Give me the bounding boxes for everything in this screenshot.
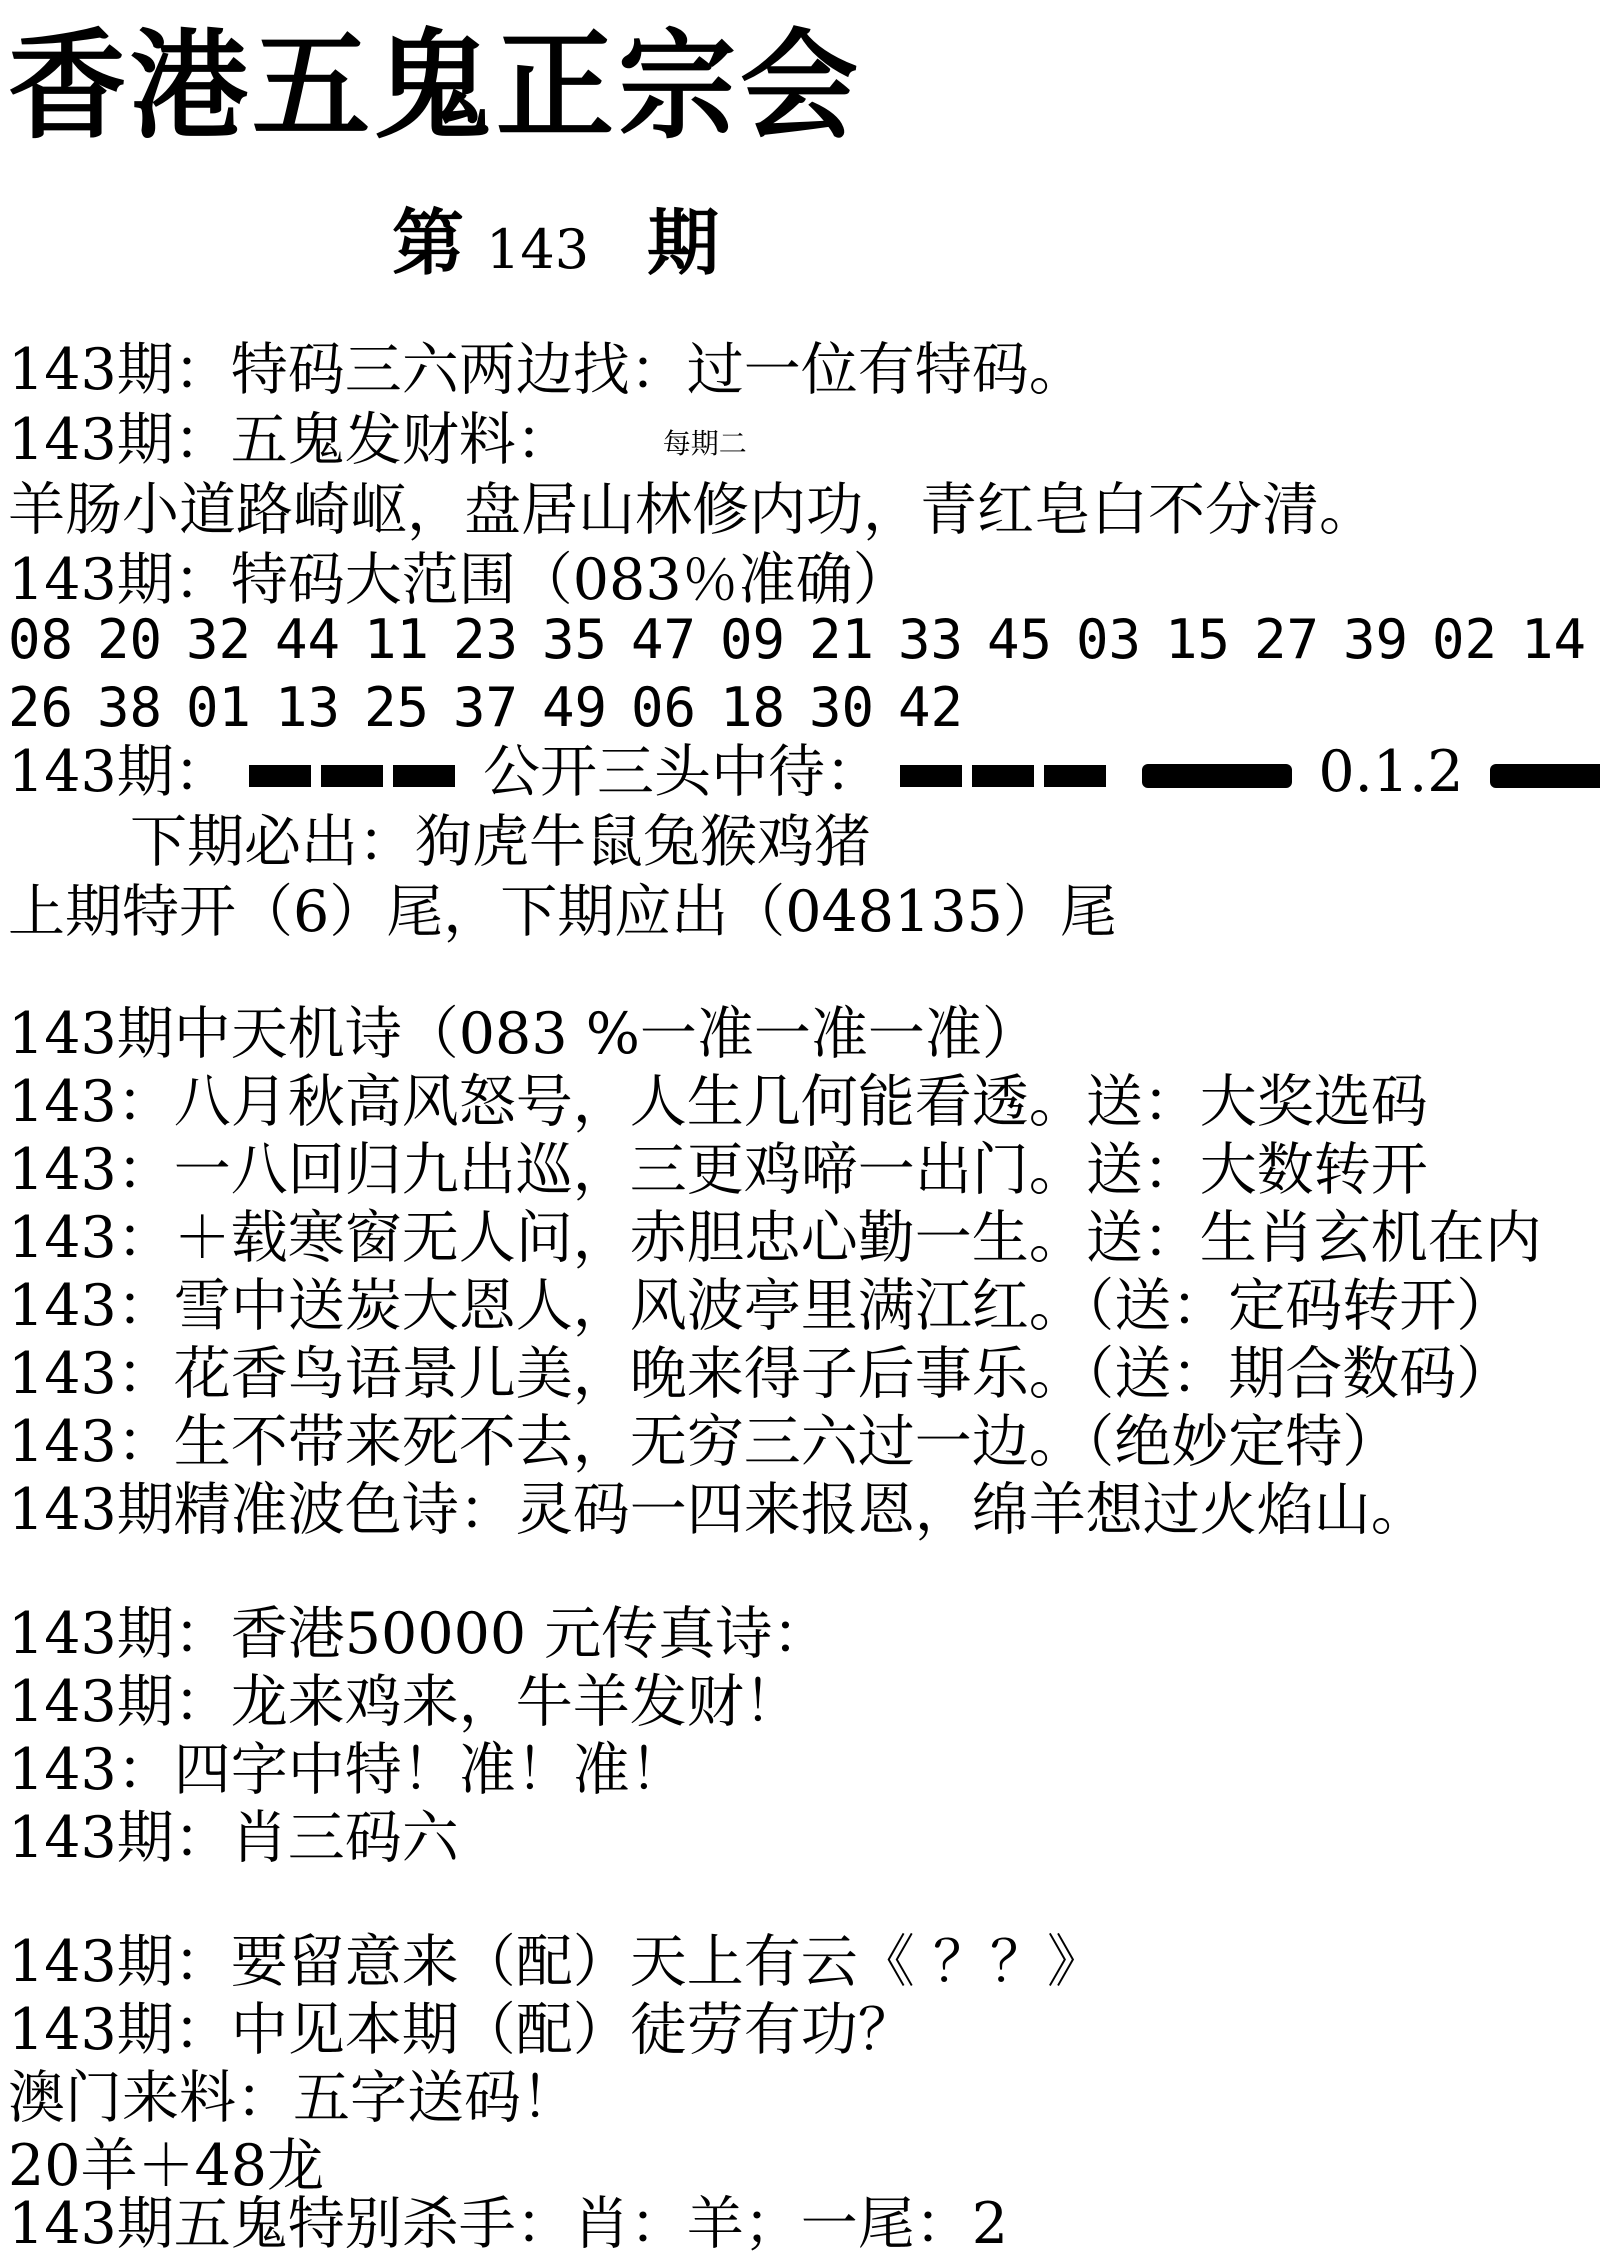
- text-line: 143期五鬼特别杀手：肖：羊；一尾：2: [8, 2191, 1009, 2257]
- text-line: [8, 738, 1600, 806]
- issue-number: 143: [486, 218, 590, 281]
- number-cell: 08: [8, 608, 74, 671]
- text-line: 143期精准波色诗：灵码一四来报恩，绵羊想过火焰山。: [8, 1477, 1428, 1543]
- text-line: 143：八月秋高风怒号，人生几何能看透。送：大奖选码: [8, 1069, 1428, 1135]
- redaction-block: [249, 765, 311, 787]
- redaction-smudge: [1142, 764, 1292, 788]
- text-line: 143期：特码大范围（083％准确）: [8, 547, 910, 613]
- text-line-digits: 0.1.2: [1318, 739, 1464, 805]
- redaction-block: [972, 765, 1034, 787]
- text-line: 143期：香港50000 元传真诗：: [8, 1601, 830, 1667]
- text-line: 143期：特码三六两边找：过一位有特码。: [8, 337, 1086, 403]
- text-line-prefix: 143期：: [8, 739, 231, 805]
- issue-prefix: 第: [392, 200, 465, 285]
- number-cell: 38: [97, 676, 163, 739]
- number-cell: 37: [453, 676, 519, 739]
- text-line-middle: 公开三头中待：: [483, 739, 883, 805]
- text-line: 143：＋载寒窗无人问，赤胆忠心勤一生。送：生肖玄机在内: [8, 1205, 1542, 1271]
- text-line: 143：生不带来死不去，无穷三六过一边。（绝妙定特）: [8, 1409, 1400, 1475]
- number-cell: 30: [809, 676, 875, 739]
- issue-heading: [392, 200, 719, 286]
- number-row: [8, 608, 1600, 673]
- number-cell: 32: [186, 608, 252, 671]
- number-cell: 06: [631, 676, 697, 739]
- text-line: 143期：龙来鸡来，牛羊发财！: [8, 1669, 801, 1735]
- number-cell: 11: [364, 608, 430, 671]
- text-line: 143：花香鸟语景儿美，晚来得子后事乐。（送：期合数码）: [8, 1341, 1514, 1407]
- number-cell: 25: [364, 676, 430, 739]
- number-cell: 18: [720, 676, 786, 739]
- page-title: 香港五鬼正宗会: [8, 16, 863, 155]
- number-cell: 13: [275, 676, 341, 739]
- number-cell: 42: [898, 676, 964, 739]
- number-cell: 45: [987, 608, 1053, 671]
- text-line: 上期特开（6）尾，下期应出（048135）尾: [8, 879, 1117, 945]
- redaction-smudge: [1490, 764, 1600, 788]
- text-line: 143期：肖三码六: [8, 1805, 459, 1871]
- number-cell: 03: [1076, 608, 1142, 671]
- number-cell: 23: [453, 608, 519, 671]
- number-cell: 15: [1165, 608, 1231, 671]
- number-cell: 27: [1254, 608, 1320, 671]
- number-cell: 26: [8, 676, 74, 739]
- text-line: 20羊＋48龙: [8, 2133, 325, 2199]
- redaction-block: [1044, 765, 1106, 787]
- redaction-block: [393, 765, 455, 787]
- text-line: 澳门来料：五字送码！: [8, 2065, 578, 2131]
- text-line: 143期：要留意来（配）天上有云《 ？？》: [8, 1929, 1104, 1995]
- number-cell: 47: [631, 608, 697, 671]
- number-cell: 14: [1521, 608, 1587, 671]
- redaction-block: [321, 765, 383, 787]
- text-line: 143期中天机诗（083 %一准一准一准）: [8, 1001, 1039, 1067]
- text-line: [8, 406, 747, 474]
- issue-suffix: 期: [647, 200, 720, 285]
- number-cell: 21: [809, 608, 875, 671]
- text-line: 143：雪中送炭大恩人，风波亭里满江红。（送：定码转开）: [8, 1273, 1514, 1339]
- number-cell: 39: [1343, 608, 1409, 671]
- redaction-block: [900, 765, 962, 787]
- number-cell: 01: [186, 676, 252, 739]
- number-cell: 09: [720, 608, 786, 671]
- text-line: 143：四字中特！准！准！: [8, 1737, 687, 1803]
- number-cell: 33: [898, 608, 964, 671]
- number-row: [8, 676, 987, 741]
- number-cell: 02: [1432, 608, 1498, 671]
- text-line: 143期：中见本期（配）徒劳有功？: [8, 1997, 915, 2063]
- text-line-label: 143期：五鬼发财料：: [8, 407, 573, 473]
- small-note: 每期二: [662, 427, 747, 461]
- number-cell: 35: [542, 608, 608, 671]
- text-line: 羊肠小道路崎岖，盘居山林修内功，青红皂白不分清。: [8, 477, 1376, 543]
- number-cell: 44: [275, 608, 341, 671]
- text-line: 下期必出：狗虎牛鼠兔猴鸡猪: [130, 809, 871, 875]
- number-cell: 49: [542, 676, 608, 739]
- number-cell: 20: [97, 608, 163, 671]
- text-line: 143：一八回归九出巡，三更鸡啼一出门。送：大数转开: [8, 1137, 1428, 1203]
